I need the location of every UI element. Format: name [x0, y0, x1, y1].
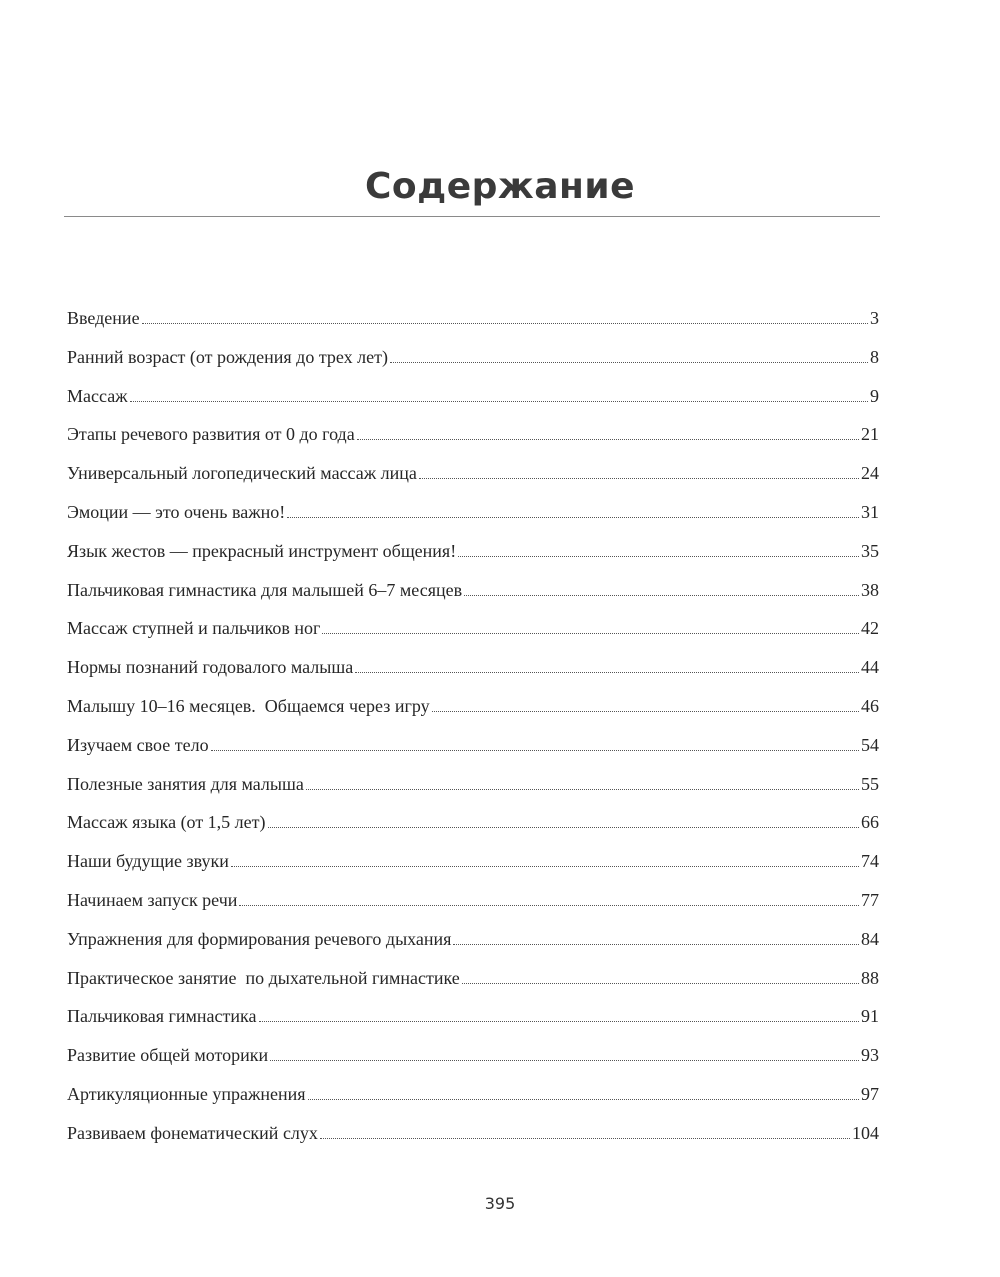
toc-leader-dots — [453, 944, 859, 945]
toc-entry-page: 91 — [861, 1006, 879, 1027]
toc-entry-title: Эмоции — это очень важно! — [67, 501, 286, 522]
toc-entry-page: 24 — [861, 463, 879, 484]
toc-entry-title: Нормы познаний годовалого малыша — [67, 657, 354, 678]
toc-entry-page: 66 — [861, 812, 879, 833]
toc-entry-page: 44 — [861, 657, 879, 678]
toc-leader-dots — [357, 439, 859, 440]
toc-entry — [67, 1006, 879, 1045]
toc-entry-title: Упражнения для формирования речевого дыхания — [67, 928, 452, 949]
toc-leader-dots — [462, 983, 859, 984]
toc-entry — [67, 347, 879, 386]
toc-entry-page: 21 — [861, 424, 879, 445]
toc-leader-dots — [464, 595, 859, 596]
toc-entry-page: 93 — [861, 1045, 879, 1066]
toc-entry-page: 84 — [861, 928, 879, 949]
toc-entry-title: Артикуляционные упражнения — [67, 1083, 306, 1104]
toc-entry — [67, 968, 879, 1007]
title-divider — [64, 216, 880, 217]
toc-entry-page: 31 — [861, 501, 879, 522]
toc-entry — [67, 580, 879, 619]
toc-entry-title: Массаж ступней и пальчиков ног — [67, 618, 321, 639]
toc-entry — [67, 696, 879, 735]
toc-entry-title: Наши будущие звуки — [67, 851, 229, 872]
toc-leader-dots — [130, 401, 868, 402]
toc-entry-title: Универсальный логопедический массаж лица — [67, 463, 417, 484]
toc-leader-dots — [268, 827, 859, 828]
toc-leader-dots — [270, 1060, 859, 1061]
toc-leader-dots — [419, 478, 859, 479]
toc-leader-dots — [320, 1138, 850, 1139]
toc-leader-dots — [306, 789, 859, 790]
toc-entry-title: Развиваем фонематический слух — [67, 1122, 318, 1143]
toc-entry-title: Пальчиковая гимнастика для малышей 6–7 месяцев — [67, 579, 463, 600]
toc-entry-title: Полезные занятия для малыша — [67, 773, 304, 794]
toc-entry-title: Развитие общей моторики — [67, 1045, 269, 1066]
toc-leader-dots — [355, 672, 859, 673]
toc-entry-title: Этапы речевого развития от 0 до года — [67, 424, 355, 445]
toc-leader-dots — [432, 711, 859, 712]
toc-leader-dots — [259, 1021, 860, 1022]
toc-leader-dots — [458, 556, 859, 557]
toc-entry-page: 97 — [861, 1083, 879, 1104]
toc-entry-page: 8 — [870, 346, 879, 367]
toc-entry — [67, 386, 879, 425]
toc-entry — [67, 735, 879, 774]
toc-entry-page: 74 — [861, 851, 879, 872]
toc-entry-title: Введение — [67, 308, 140, 328]
toc-leader-dots — [390, 362, 868, 363]
toc-entry-page: 55 — [861, 773, 879, 794]
toc-leader-dots — [239, 905, 859, 906]
toc-entry-title: Массаж — [67, 385, 128, 406]
toc-entry-page: 104 — [852, 1122, 879, 1143]
toc-entry-page: 54 — [861, 734, 879, 755]
toc-entry-title: Практическое занятие по дыхательной гимнастике — [67, 967, 460, 988]
toc-entry — [67, 851, 879, 890]
toc-entry — [67, 618, 879, 657]
toc-entry — [67, 657, 879, 696]
toc-entry — [67, 541, 879, 580]
toc-entry-page: 88 — [861, 967, 879, 988]
toc-entry-page: 3 — [870, 308, 879, 328]
toc-entry-page: 46 — [861, 695, 879, 716]
toc-entry-title: Начинаем запуск речи — [67, 889, 238, 910]
page-title: Содержание — [364, 166, 636, 207]
toc-entry — [67, 1123, 879, 1162]
toc-entry — [67, 1045, 879, 1084]
table-of-contents — [67, 308, 879, 1162]
toc-entry-page: 35 — [861, 540, 879, 561]
toc-leader-dots — [287, 517, 859, 518]
toc-leader-dots — [211, 750, 859, 751]
toc-entry-title: Ранний возраст (от рождения до трех лет) — [67, 346, 388, 367]
toc-entry-page: 42 — [861, 618, 879, 639]
toc-entry-title: Язык жестов — прекрасный инструмент общения! — [67, 540, 457, 561]
toc-leader-dots — [308, 1099, 859, 1100]
toc-entry — [67, 890, 879, 929]
toc-entry — [67, 929, 879, 968]
toc-entry-title: Малышу 10–16 месяцев. Общаемся через игру — [67, 695, 430, 716]
toc-entry-page: 77 — [861, 889, 879, 910]
toc-entry — [67, 812, 879, 851]
toc-entry — [67, 774, 879, 813]
toc-entry-page: 9 — [870, 385, 879, 406]
toc-entry — [67, 424, 879, 463]
toc-entry — [67, 308, 879, 347]
toc-entry-title: Изучаем свое тело — [67, 734, 209, 755]
page-number: 395 — [484, 1194, 516, 1213]
toc-entry-title: Массаж языка (от 1,5 лет) — [67, 812, 266, 833]
toc-leader-dots — [142, 323, 868, 324]
toc-entry-title: Пальчиковая гимнастика — [67, 1006, 257, 1027]
toc-leader-dots — [231, 866, 859, 867]
toc-entry — [67, 463, 879, 502]
toc-entry — [67, 502, 879, 541]
toc-entry — [67, 1084, 879, 1123]
toc-entry-page: 38 — [861, 579, 879, 600]
toc-leader-dots — [322, 633, 859, 634]
